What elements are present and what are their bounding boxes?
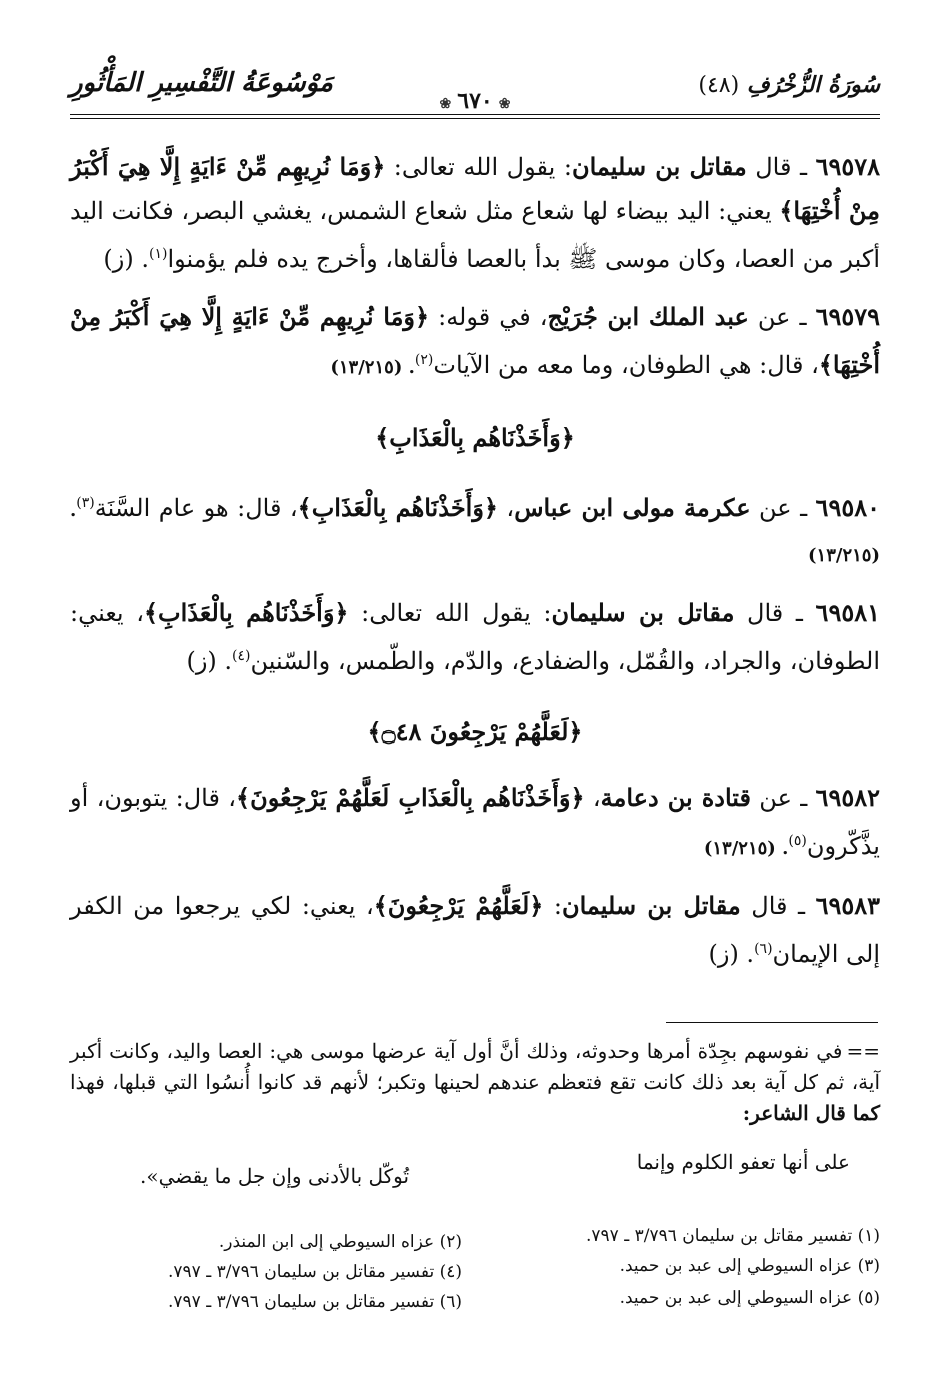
entry-number: ٦٩٥٧٨ (815, 152, 881, 181)
footnote-rule (666, 1022, 878, 1023)
note-text: في نفوسهم بجِدّة أمرها وحدوثه، وذلك أنَّ أول آية عرضها موسى هي: العصا واليد، وكانت أكبر آية، ثم كل آية بعد ذلك كانت تقع فتعظم عندهم لحينها وتكبر؛ لأنهم قد كانوا أُنسُوا التي قبلها، فهذا (70, 1039, 880, 1094)
footnote-marker: (٢) (414, 352, 434, 368)
entry-prefix: ـ قال (746, 153, 816, 181)
entry-ref: . (١٣/٢١٥) (703, 838, 789, 859)
entry-text: ، قال: هي الطوفان، وما معه من الآيات (433, 351, 819, 379)
footnote-1: (١) تفسير مقاتل بن سليمان ٣/٧٩٦ ـ ٧٩٧. (586, 1226, 880, 1246)
page-number: ٦٧٠ (457, 88, 493, 114)
quran-quote: ﴿وَأَخَذْنَاهُم بِالْعَذَابِ﴾ (297, 493, 498, 522)
footnote-marker: (١) (149, 246, 168, 262)
entry-ref: . (١٣/٢١٥) (330, 357, 415, 378)
header-rule (70, 114, 880, 115)
footnote-3: (٣) عزاه السيوطي إلى عبد بن حميد. (619, 1256, 880, 1276)
footnote-marker: (٣) (76, 495, 95, 511)
verse-hemistich-1: على أنها تعفو الكلوم وإنما (636, 1150, 850, 1174)
narrator-name: قتادة بن دعامة (600, 783, 751, 812)
entry-ref: . (ز) (708, 940, 755, 968)
entry-mid: ، (584, 784, 601, 812)
footnote-marker: (٦) (754, 941, 773, 957)
entry-mid: : (543, 892, 562, 920)
entry-prefix: ـ عن (750, 784, 816, 812)
ornament-icon: ❀ (498, 96, 511, 112)
continuation-marker: == (846, 1039, 880, 1063)
surah-title (698, 72, 880, 98)
entry-prefix: ـ عن (748, 303, 816, 331)
footnote-marker: (٥) (788, 833, 807, 849)
footnote-5: (٥) عزاه السيوطي إلى عبد بن حميد. (619, 1288, 880, 1308)
quran-quote: ﴿وَأَخَذْنَاهُم بِالْعَذَابِ﴾ (143, 598, 349, 627)
entry-prefix: ـ قال (740, 892, 816, 920)
narrator-name: عكرمة مولى ابن عباس (514, 493, 751, 522)
narrator-name: مقاتل بن سليمان (551, 598, 735, 627)
entry-text: ، يعني: الطوفان، والجراد، والقُمّل، والضفادع، والدّم، والطّمس، والسّنين (70, 599, 880, 675)
entry-69583 (70, 884, 880, 976)
entry-number: ٦٩٥٨٢ (815, 783, 880, 812)
section-heading: ﴿وَأَخَذْنَاهُم بِالْعَذَابِ﴾ (375, 423, 575, 452)
entry-69580 (70, 482, 880, 577)
entry-text: يعني: اليد بيضاء لها شعاع مثل شعاع الشمس، يغشي البصر، فكانت اليد أكبر من العصا، وكان موسى ﷺ بدأ بالعصا فألقاها، وأخرج يده فلم يؤمنوا (70, 197, 880, 273)
surah-name: سُورَةُ الزُّخْرُفِ (746, 72, 880, 98)
ayah-range: (٤٨) (698, 73, 740, 98)
entry-number: ٦٩٥٨١ (815, 598, 880, 627)
narrator-name: عبد الملك ابن جُرَيْج (547, 302, 749, 331)
section-heading: ﴿لَعَلَّهُمْ يَرْجِعُونَ ۝٤٨﴾ (367, 717, 583, 746)
entry-ref: . (١٣/٢١٥) (70, 500, 880, 566)
footnote-4: (٤) تفسير مقاتل بن سليمان ٣/٧٩٦ ـ ٧٩٧. (168, 1262, 462, 1282)
entry-mid: ، في قوله: (429, 303, 548, 331)
quran-quote: ﴿وَمَا نُرِيهِم مِّنْ ءَايَةٍ إِلَّا هِيَ أَكْبَرُ مِنْ أُخْتِهَا﴾ (70, 152, 880, 225)
page-number-block (434, 88, 517, 114)
entry-ref: . (ز) (103, 245, 149, 273)
entry-69581 (70, 591, 880, 683)
entry-prefix: ـ قال (734, 599, 816, 627)
footnote-marker: (٤) (232, 648, 251, 664)
quran-quote: ﴿وَمَا نُرِيهِم مِّنْ ءَايَةٍ إِلَّا هِيَ أَكْبَرُ مِنْ أُخْتِهَا﴾ (70, 302, 880, 379)
narrator-name: مقاتل بن سليمان (571, 152, 747, 181)
entry-mid: ، (497, 494, 515, 522)
note-colon: : (742, 1101, 751, 1125)
poetry-verse (70, 1150, 880, 1188)
entry-number: ٦٩٥٨٣ (815, 891, 881, 920)
entry-mid: : يقول الله تعالى: (385, 153, 572, 181)
page-header (70, 58, 880, 118)
entry-prefix: ـ عن (750, 494, 816, 522)
book-title: مَوْسُوعَةُ التَّفْسِيرِ المَأْثُورِ (70, 68, 333, 98)
entry-text: ، يعني: لكي يرجعوا من الكفر إلى الإيمان (70, 892, 880, 968)
header-rule (70, 118, 880, 119)
narrator-name: مقاتل بن سليمان (561, 891, 741, 920)
footnote-2: (٢) عزاه السيوطي إلى ابن المنذر. (218, 1232, 462, 1252)
entry-69582 (70, 776, 880, 870)
ornament-icon: ❀ (439, 96, 452, 112)
quran-quote: ﴿لَعَلَّهُمْ يَرْجِعُونَ﴾ (373, 891, 544, 920)
footnote-6: (٦) تفسير مقاتل بن سليمان ٣/٧٩٦ ـ ٧٩٧. (168, 1292, 462, 1312)
entry-text: ، قال: يتوبون، أو يذَّكّرون (70, 784, 880, 860)
note-bold: كما قال الشاعر (750, 1101, 880, 1125)
entry-number: ٦٩٥٨٠ (815, 493, 880, 522)
entry-69579 (70, 295, 880, 389)
quran-quote: ﴿وَأَخَذْنَاهُم بِالْعَذَابِ لَعَلَّهُمْ يَرْجِعُونَ﴾ (236, 783, 585, 812)
entry-text: ، قال: هو عام السَّنَة (94, 494, 298, 522)
main-text (70, 145, 880, 990)
entry-69578 (70, 145, 880, 281)
verse-hemistich-2: تُوكّل بالأدنى وإن جل ما يقضي». (140, 1164, 410, 1188)
entry-mid: : يقول الله تعالى: (348, 599, 552, 627)
entry-ref: . (ز) (186, 647, 233, 675)
continued-note (70, 1036, 880, 1129)
entry-number: ٦٩٥٧٩ (815, 302, 881, 331)
